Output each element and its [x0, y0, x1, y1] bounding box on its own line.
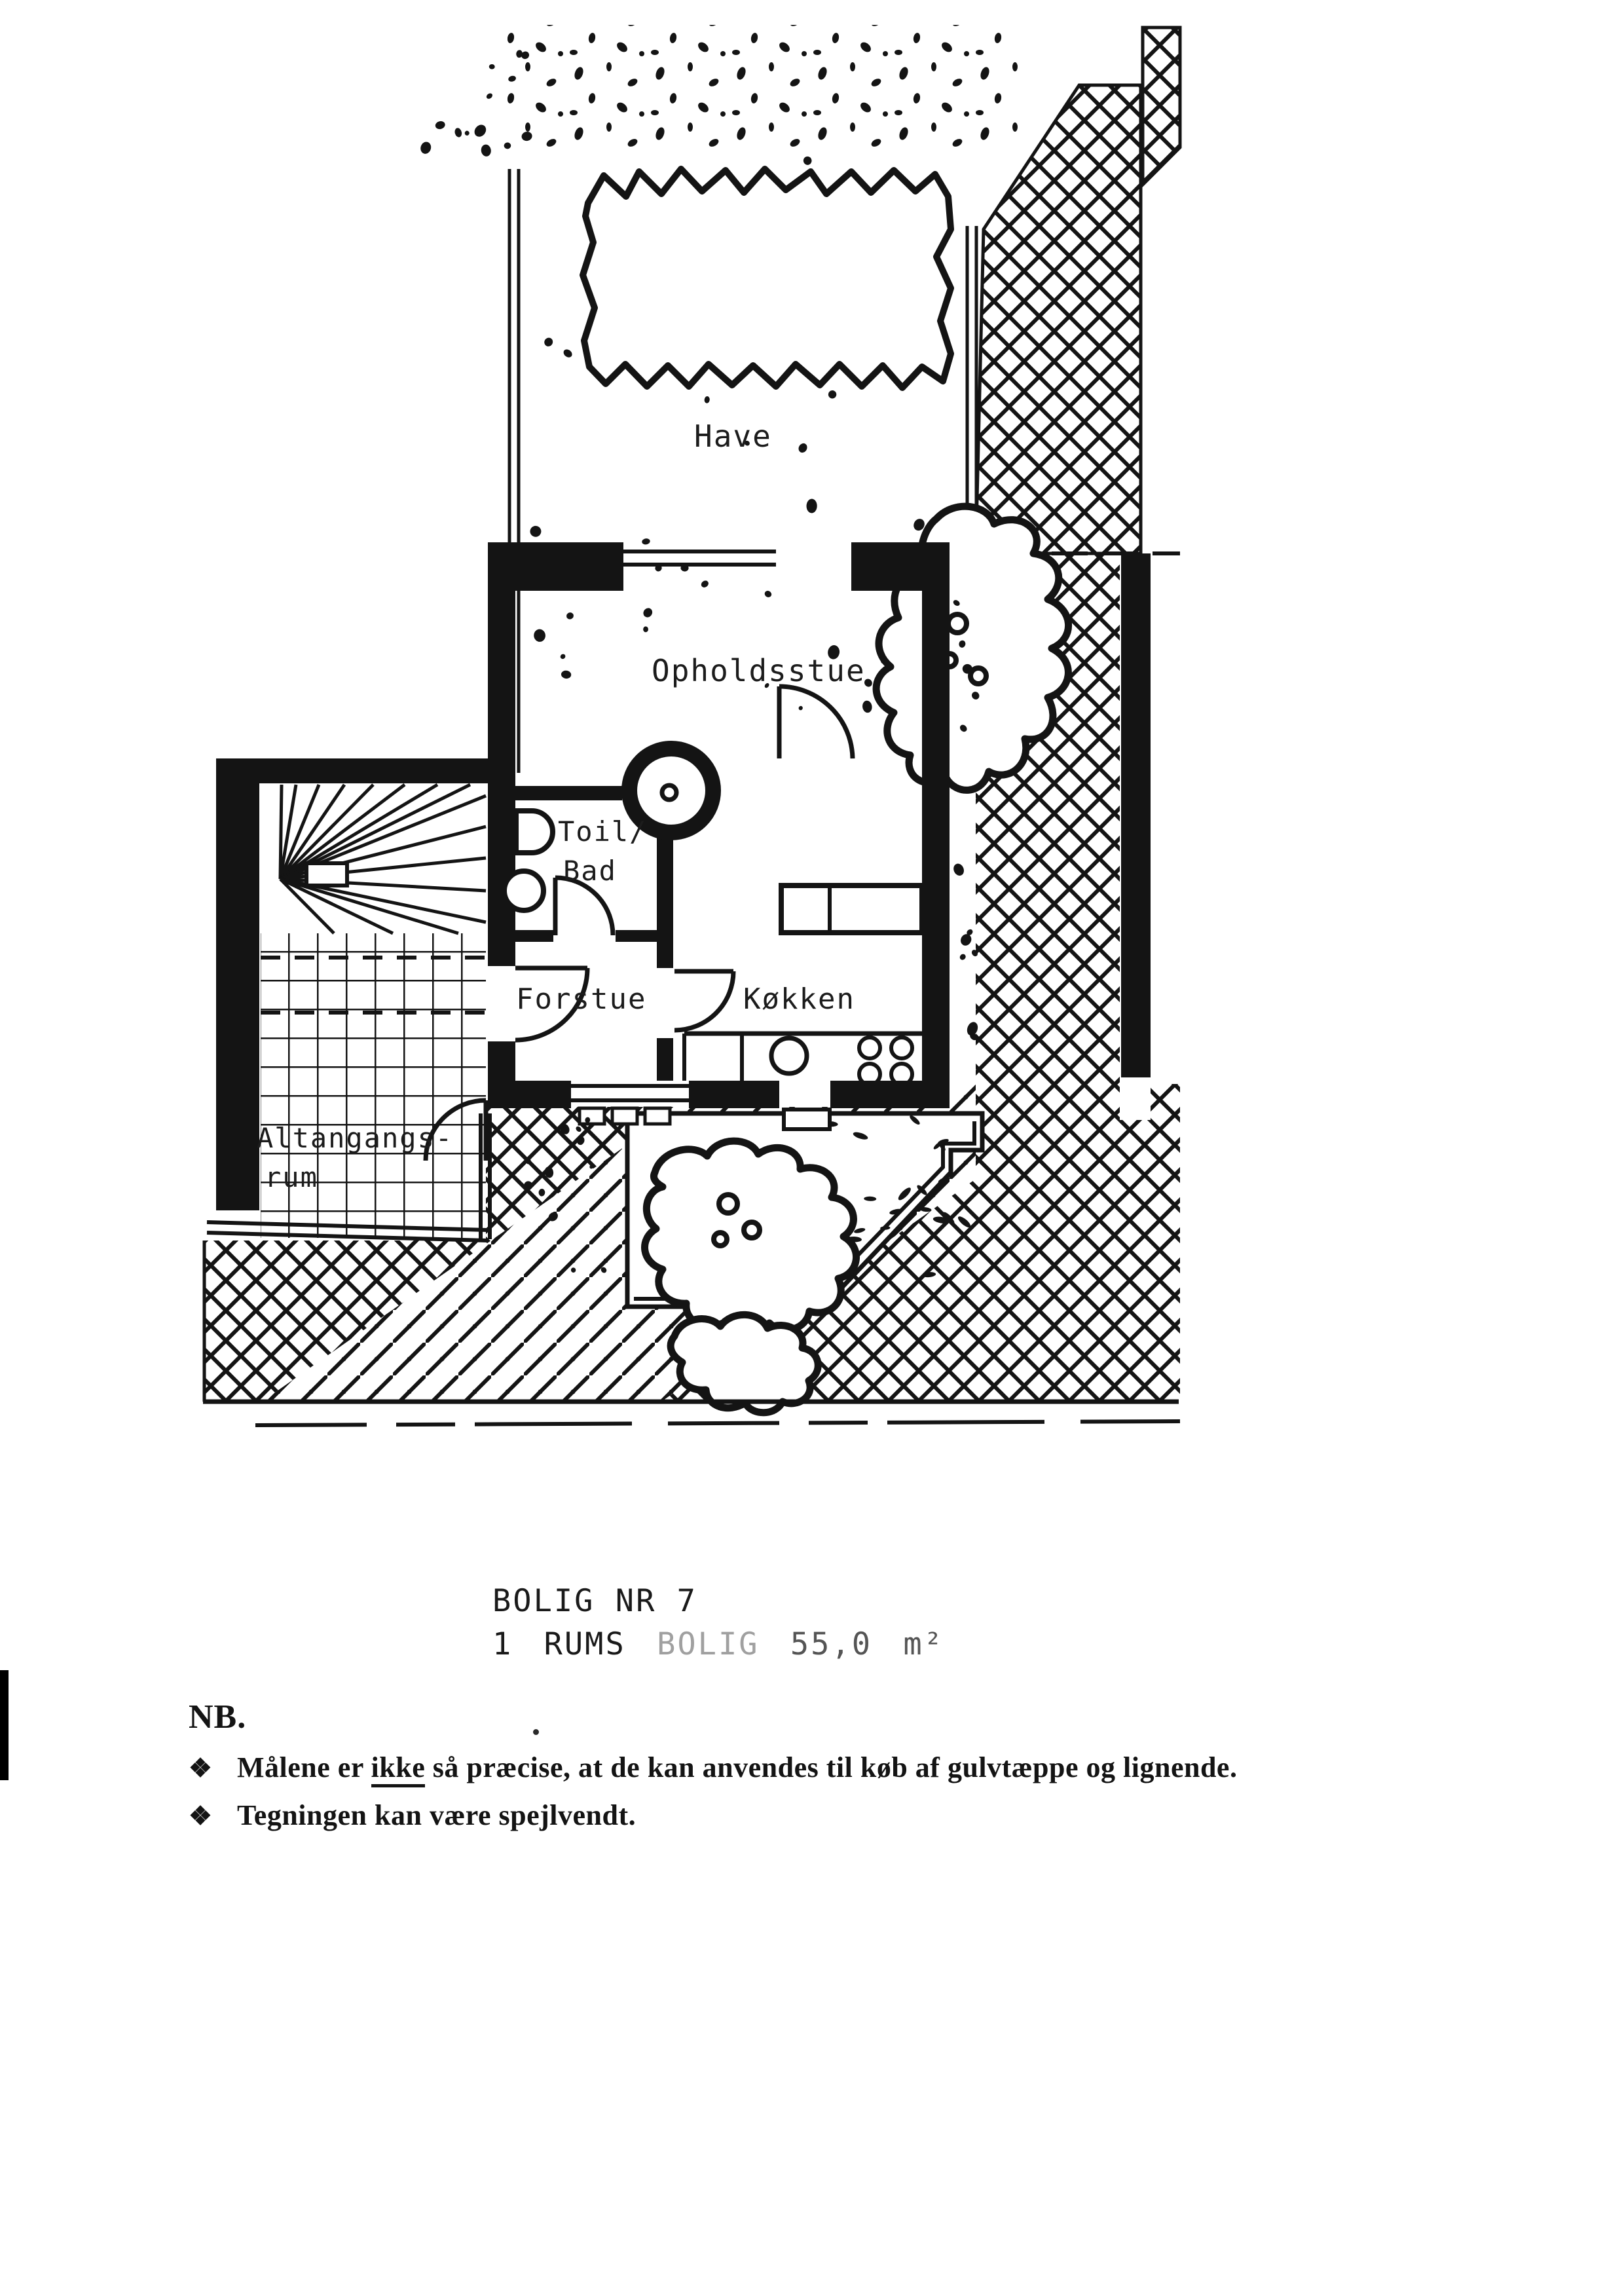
wash-basin — [504, 871, 544, 910]
wall-partition-bath — [657, 827, 673, 968]
window-sill-tick-1 — [580, 1108, 604, 1124]
terrace-bottom-dashed-line — [255, 1421, 1180, 1425]
wall-bottom-3 — [830, 1081, 950, 1108]
gravel-speckle-band — [507, 25, 1022, 149]
hedge-outline — [583, 169, 951, 388]
stove-burners — [859, 1037, 912, 1085]
plan-caption — [492, 1580, 944, 1666]
caption-line2-solid: 1 RUMS — [492, 1626, 626, 1662]
stair-landing-marker — [306, 863, 347, 886]
kitchen-table — [781, 886, 922, 933]
note-1-underlined: ikke — [371, 1751, 426, 1787]
garden-door-arc — [779, 686, 853, 758]
notes-block — [189, 1698, 1485, 1832]
caption-line2-faded: BOLIG — [657, 1626, 760, 1662]
window-bottom — [571, 1086, 689, 1100]
wall-stair-left — [216, 758, 259, 1210]
crosshatch-bottom-right — [1120, 1084, 1180, 1402]
kitchen-counter — [684, 1034, 922, 1085]
terrace-door-step — [784, 1110, 830, 1129]
label-living-room: Opholdsstue — [652, 653, 866, 688]
stray-ink-dot — [533, 1729, 539, 1735]
label-balcony-access-line1: Altangangs- — [257, 1122, 454, 1154]
note-1-post: så præcise, at de kan anvendes til køb af gulvtæppe og lignende. — [425, 1751, 1238, 1783]
wall-bath-bottom-b — [616, 930, 658, 942]
note-2-text: Tegningen kan være spejlvendt. — [237, 1799, 637, 1831]
caption-line2-area: 55,0 m² — [790, 1626, 944, 1662]
window-sill-tick-2 — [612, 1108, 637, 1124]
kitchen-sink — [771, 1038, 807, 1073]
crosshatch-upper — [976, 85, 1141, 553]
kitchen-door-arc — [674, 971, 733, 1030]
scan-edge-artifact — [0, 1670, 9, 1780]
label-hall: Forstue — [516, 982, 647, 1016]
caption-line1: BOLIG NR 7 — [492, 1583, 697, 1619]
label-kitchen: Køkken — [743, 982, 855, 1016]
note-item-2 — [189, 1799, 1485, 1832]
diamond-bullet-icon: ❖ — [189, 1801, 212, 1831]
label-bath-line1: Toil/ — [558, 815, 648, 848]
wall-neighbour-bar — [1121, 553, 1151, 1077]
diamond-bullet-icon: ❖ — [189, 1753, 212, 1783]
crosshatch-corner — [1143, 28, 1180, 185]
label-bath-line2: Bad — [563, 855, 617, 887]
wall-partition-stub — [657, 1038, 673, 1081]
wall-bottom-2 — [689, 1081, 779, 1108]
wall-top-right — [851, 542, 925, 591]
wall-right — [922, 542, 950, 1108]
note-1-pre: Målene er — [237, 1751, 371, 1783]
label-garden: Have — [694, 419, 772, 454]
window-sill-tick-3 — [645, 1108, 670, 1124]
shower-drain — [662, 785, 676, 800]
note-item-1 — [189, 1751, 1485, 1784]
label-balcony-access-line2: rum — [265, 1161, 318, 1193]
note-1-text — [237, 1751, 1237, 1784]
caption-line2 — [492, 1623, 944, 1666]
notes-title: NB. — [189, 1698, 247, 1736]
wall-bath-top — [515, 786, 622, 800]
window-top — [623, 551, 776, 565]
wall-bath-bottom-a — [515, 930, 553, 942]
toilet — [516, 811, 553, 853]
wall-bottom-1 — [488, 1081, 571, 1108]
